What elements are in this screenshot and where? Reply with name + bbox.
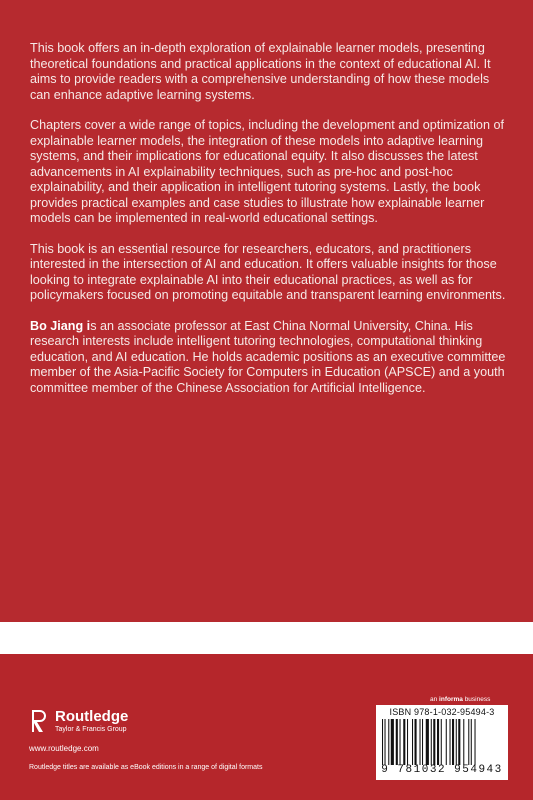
isbn-label: ISBN 978-1-032-95494-3 bbox=[389, 707, 495, 717]
informa-word: informa bbox=[439, 696, 463, 703]
author-bio bbox=[30, 319, 510, 397]
barcode-bar bbox=[446, 719, 447, 765]
barcode-bar bbox=[426, 719, 429, 765]
barcode-bar bbox=[415, 719, 417, 765]
barcode-bar bbox=[450, 719, 451, 765]
isbn-barcode bbox=[376, 705, 508, 780]
author-name: Bo Jiang i bbox=[30, 318, 91, 333]
barcode-bar bbox=[385, 719, 386, 765]
barcode-digits: 9 781032 954943 bbox=[381, 764, 503, 776]
blurb-paragraph-1: This book offers an in-depth exploration of explainable learner models, presenting theoretical foundations and practical applications in the context of educational AI. It aims to provide readers with a comprehensive understanding of how these models can enhance adaptive learning systems. bbox=[30, 41, 491, 102]
publisher-name: Routledge bbox=[55, 707, 129, 725]
white-band bbox=[0, 622, 533, 654]
barcode-bar bbox=[388, 719, 389, 765]
barcode-bar bbox=[412, 719, 413, 765]
barcode-bar bbox=[463, 719, 464, 765]
barcode-bar bbox=[382, 719, 383, 765]
routledge-logo-icon bbox=[29, 708, 49, 734]
publisher-logo bbox=[29, 708, 128, 734]
barcode-bar bbox=[396, 719, 398, 765]
barcode-bar bbox=[400, 719, 401, 765]
barcode-bar bbox=[437, 719, 439, 765]
ebook-note: Routledge titles are available as eBook editions in a range of digital formats bbox=[29, 764, 263, 771]
informa-tagline bbox=[430, 696, 490, 703]
barcode-bars bbox=[382, 719, 502, 765]
author-bio-text: s an associate professor at East China Normal University, China. His research interests include intelligent tutoring technologies, computational thinking education, and AI education. He holds academic positions as an executive committee member of the Asia-Pacific Society for Computers in Education (APSCE) and a youth committee member of the Chinese Association for Artificial Intelligence. bbox=[30, 318, 506, 395]
barcode-bar bbox=[468, 719, 469, 765]
barcode-bar bbox=[407, 719, 408, 765]
blurb-paragraph-2: Chapters cover a wide range of topics, including the development and optimization of explainable learner models, the integration of these models into adaptive learning systems, and their implications for educational equity. It also discusses the latest advancements in AI explainability techniques, such as pre-hoc and post-hoc explainability, and their application in intelligent tutoring systems. Lastly, the book provides practical examples and case studies to illustrate how explainable learner models can be implemented in real-world educational settings. bbox=[30, 118, 504, 225]
informa-suffix: business bbox=[462, 696, 491, 703]
barcode-bar bbox=[403, 719, 405, 765]
barcode-bar bbox=[433, 719, 435, 765]
barcode-bar bbox=[431, 719, 432, 765]
barcode-bar bbox=[456, 719, 457, 765]
blurb-paragraph-3: This book is an essential resource for researchers, educators, and practitioners interested in the intersection of AI and education. It offers valuable insights for those looking to integrate explainable AI into their educational practices, as well as for policymakers focused on promoting equitable and transparent learning environments. bbox=[30, 241, 506, 302]
blurb-text bbox=[30, 41, 510, 411]
barcode-bar bbox=[422, 719, 423, 765]
barcode-bar bbox=[420, 719, 421, 765]
barcode-bar bbox=[475, 719, 476, 765]
barcode-bar bbox=[458, 719, 460, 765]
publisher-group: Taylor & Francis Group bbox=[55, 725, 127, 733]
informa-prefix: an bbox=[430, 696, 440, 703]
barcode-bar bbox=[391, 719, 394, 765]
barcode-bar bbox=[452, 719, 454, 765]
publisher-url[interactable]: www.routledge.com bbox=[29, 744, 99, 753]
barcode-bar bbox=[471, 719, 472, 765]
barcode-bar bbox=[441, 719, 442, 765]
